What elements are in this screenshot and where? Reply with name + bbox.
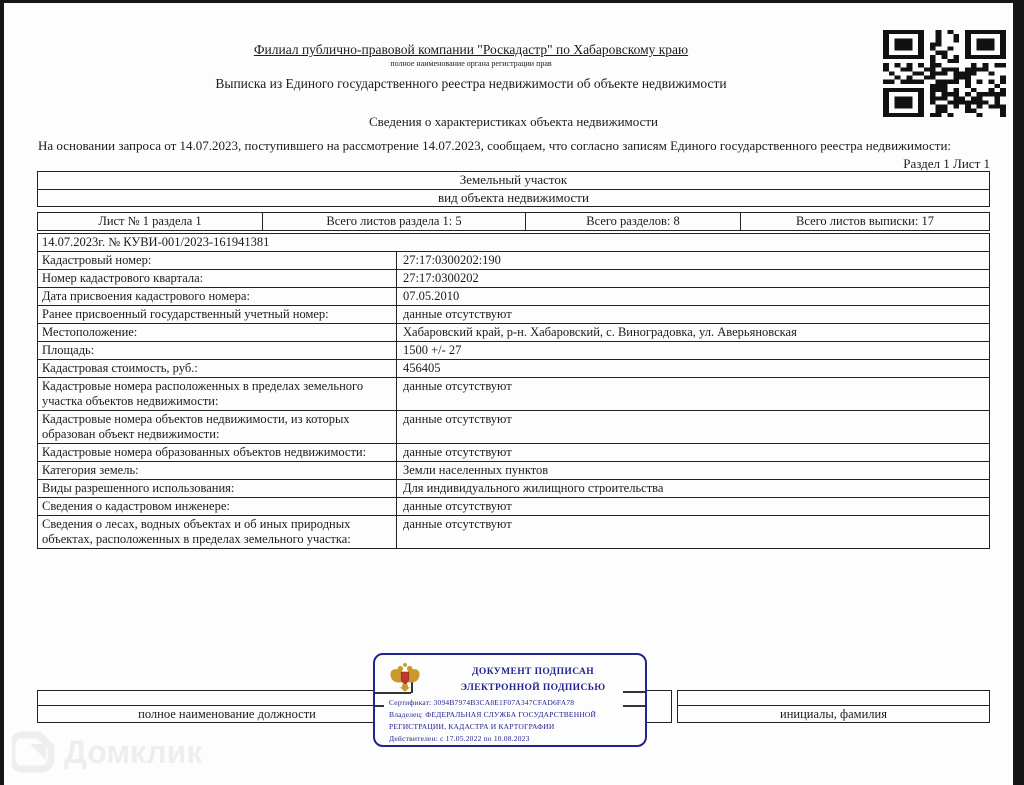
registration-authority-caption: полное наименование органа регистрации прав (390, 59, 552, 68)
table-row (38, 359, 989, 377)
table-row (38, 443, 989, 461)
table-row (38, 515, 989, 548)
request-basis-line: На основании запроса от 14.07.2023, поступившего на рассмотрение 14.07.2023, сообщаем, что согласно записям Единого государственного реестра недвижимости: (38, 138, 952, 153)
row-label: Виды разрешенного использования: (38, 480, 397, 497)
table-row (38, 306, 989, 323)
table-row (38, 323, 989, 341)
qr-code-icon (883, 30, 1006, 117)
section-sheet-label: Раздел 1 Лист 1 (903, 156, 990, 171)
stamp-owner-line1: Владелец: ФЕДЕРАЛЬНАЯ СЛУЖБА ГОСУДАРСТВЕННОЙ (389, 710, 597, 719)
sheet-number-cell: Лист № 1 раздела 1 (98, 214, 202, 228)
sheet-info-table (37, 212, 990, 231)
table-row (38, 269, 989, 287)
stamp-title-line1: ДОКУМЕНТ ПОДПИСАН (471, 667, 595, 677)
watermark-text: Домклик (64, 733, 203, 770)
position-caption: полное наименование должности (38, 705, 416, 722)
table-row (38, 251, 989, 269)
row-value: 456405 (403, 361, 441, 375)
row-label: Номер кадастрового квартала: (38, 270, 397, 287)
registration-authority-name: Филиал публично-правовой компании "Роскадастр" по Хабаровскому краю (253, 42, 689, 57)
object-type-caption: вид объекта недвижимости (438, 190, 589, 205)
domclick-logo-icon (12, 730, 56, 774)
table-row (38, 461, 989, 479)
name-caption: инициалы, фамилия (678, 705, 989, 722)
row-value: 1500 +/- 27 (403, 343, 462, 357)
scan-edge-top (0, 0, 1024, 3)
object-type-table (37, 171, 990, 207)
row-value: 07.05.2010 (403, 289, 460, 303)
stamp-owner-line2: РЕГИСТРАЦИИ, КАДАСТРА И КАРТОГРАФИИ (389, 722, 555, 731)
section-title: Сведения о характеристиках объекта недвижимости (368, 114, 659, 129)
row-value: данные отсутствуют (403, 517, 512, 531)
table-row (38, 410, 989, 443)
row-label: Ранее присвоенный государственный учетный номер: (38, 306, 397, 323)
row-value: Земли населенных пунктов (403, 463, 549, 477)
row-label: Дата присвоения кадастрового номера: (38, 288, 397, 305)
row-label: Сведения о кадастровом инженере: (38, 498, 397, 515)
row-value: данные отсутствуют (403, 379, 512, 393)
coat-of-arms-icon (388, 660, 422, 696)
table-row (38, 213, 989, 230)
table-row (38, 189, 989, 206)
stamp-title-line2: ЭЛЕКТРОННОЙ ПОДПИСЬЮ (460, 683, 606, 693)
table-row (38, 479, 989, 497)
row-value: Хабаровский край, р-н. Хабаровский, с. Виноградовка, ул. Аверьяновская (403, 325, 797, 339)
signature-name-table (677, 690, 990, 723)
scan-line-artifact (375, 705, 384, 707)
row-value: 27:17:0300202:190 (403, 253, 501, 267)
row-value: данные отсутствуют (403, 499, 512, 513)
row-label: Сведения о лесах, водных объектах и об иных природных объектах, расположенных в пределах земельного участка: (38, 516, 397, 548)
table-row (38, 378, 989, 410)
details-table-b (37, 377, 990, 549)
digital-signature-stamp (373, 653, 647, 747)
row-label: Кадастровые номера образованных объектов недвижимости: (38, 444, 397, 461)
table-row (38, 341, 989, 359)
request-number: 14.07.2023г. № КУВИ-001/2023-161941381 (42, 235, 270, 249)
row-value: данные отсутствуют (403, 307, 512, 321)
section-sheets-cell: Всего листов раздела 1: 5 (262, 213, 525, 230)
total-sheets-cell: Всего листов выписки: 17 (740, 213, 989, 230)
total-sections-cell: Всего разделов: 8 (525, 213, 740, 230)
stamp-details (389, 697, 596, 745)
signature-name-blank (678, 691, 989, 705)
table-row (38, 497, 989, 515)
document-header (37, 42, 905, 92)
row-label: Кадастровая стоимость, руб.: (38, 360, 397, 377)
row-value: данные отсутствуют (403, 445, 512, 459)
row-value: данные отсутствуют (403, 412, 512, 426)
row-label: Кадастровый номер: (38, 252, 397, 269)
stamp-validity: Действителен: с 17.05.2022 по 10.08.2023 (389, 734, 530, 743)
stamp-certificate: Сертификат: 3094B7974B3CA8E1F07A347CFAD6FA78 (389, 698, 575, 707)
document-title: Выписка из Единого государственного реестра недвижимости об объекте недвижимости (215, 76, 727, 91)
scan-edge-right (1013, 0, 1024, 785)
table-row (38, 234, 989, 251)
object-type-value: Земельный участок (459, 172, 568, 187)
row-label: Местоположение: (38, 324, 397, 341)
row-value: Для индивидуального жилищного строительства (403, 481, 664, 495)
table-row (38, 172, 989, 189)
scan-line-artifact (623, 705, 645, 707)
cadastral-table (37, 233, 990, 306)
domclick-watermark (12, 730, 202, 774)
row-label: Категория земель: (38, 462, 397, 479)
row-label: Кадастровые номера расположенных в пределах земельного участка объектов недвижимости: (38, 378, 397, 410)
table-row (38, 287, 989, 305)
stamp-title (427, 664, 639, 696)
scan-edge-left (0, 0, 4, 785)
row-value: 27:17:0300202 (403, 271, 479, 285)
row-label: Площадь: (38, 342, 397, 359)
row-label: Кадастровые номера объектов недвижимости, из которых образован объект недвижимости: (38, 411, 397, 443)
details-table-a (37, 305, 990, 378)
